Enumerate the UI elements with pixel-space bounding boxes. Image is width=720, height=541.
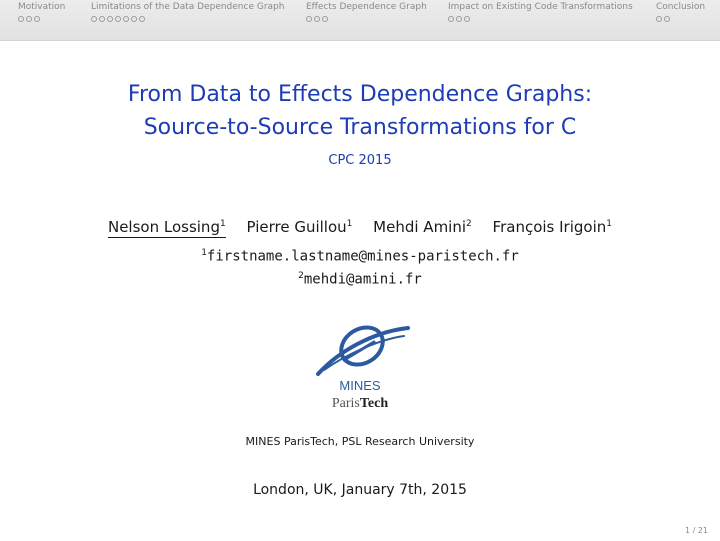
author-name: François Irigoin	[492, 218, 607, 236]
logo-paristech-text	[332, 396, 388, 411]
nav-dot[interactable]	[464, 16, 470, 22]
email-address: mehdi@amini.fr	[303, 271, 422, 288]
author-name: Nelson Lossing	[107, 218, 220, 236]
author-name: Pierre Guillou	[246, 218, 347, 236]
nav-section-label: Conclusion	[656, 2, 706, 12]
nav-dot[interactable]	[456, 16, 462, 22]
author-affil-mark: 1	[346, 219, 353, 229]
author	[246, 218, 352, 236]
author	[493, 218, 612, 236]
nav-section-label: Motivation	[18, 2, 66, 12]
nav-dot[interactable]	[34, 16, 40, 22]
author-list	[0, 218, 720, 238]
mines-paristech-logo	[300, 318, 420, 416]
nav-dot[interactable]	[115, 16, 121, 22]
nav-progress-dots[interactable]	[18, 16, 65, 23]
navigation-bar	[0, 0, 720, 41]
email-line-2	[0, 271, 720, 288]
nav-section-label: Impact on Existing Code Transformations	[448, 2, 633, 12]
mines-swirl-icon	[318, 320, 408, 374]
title-line-2: Source-to-Source Transformations for C	[143, 115, 577, 140]
author-name: Mehdi Amini	[373, 218, 467, 236]
nav-dot[interactable]	[656, 16, 662, 22]
nav-progress-dots[interactable]	[656, 16, 705, 23]
affiliation: MINES ParisTech, PSL Research University	[245, 435, 475, 448]
logo-tech-text: Tech	[359, 396, 389, 411]
nav-progress-dots[interactable]	[448, 16, 633, 23]
nav-dot[interactable]	[131, 16, 137, 22]
email-address: firstname.lastname@mines-paristech.fr	[206, 248, 519, 265]
nav-section-impact[interactable]	[448, 2, 633, 23]
author-presenter	[108, 218, 226, 238]
email-affil-mark: 2	[298, 271, 304, 281]
logo-mines-text: MINES	[339, 378, 381, 393]
author-affil-mark: 1	[606, 219, 612, 229]
nav-section-motivation[interactable]	[18, 2, 65, 23]
author-affil-mark: 1	[219, 219, 226, 229]
title-line-1: From Data to Effects Dependence Graphs:	[127, 82, 593, 107]
author-affil-mark: 2	[466, 219, 472, 229]
nav-section-label: Effects Dependence Graph	[306, 2, 427, 12]
nav-section-limitations[interactable]	[91, 2, 284, 23]
nav-dot[interactable]	[314, 16, 320, 22]
nav-dot[interactable]	[306, 16, 312, 22]
nav-dot[interactable]	[91, 16, 97, 22]
nav-section-effects-graph[interactable]	[306, 2, 427, 23]
conference-label: CPC 2015	[328, 153, 392, 168]
nav-dot[interactable]	[107, 16, 113, 22]
nav-dot[interactable]	[123, 16, 129, 22]
nav-dot[interactable]	[99, 16, 105, 22]
nav-progress-dots[interactable]	[306, 16, 427, 23]
email-affil-mark: 1	[201, 248, 207, 258]
logo-paris-text: Paris	[331, 396, 360, 411]
nav-progress-dots[interactable]	[91, 16, 284, 23]
nav-dot[interactable]	[322, 16, 328, 22]
page-number: 1 / 21	[684, 526, 708, 535]
nav-dot[interactable]	[139, 16, 145, 22]
place-date: London, UK, January 7th, 2015	[253, 482, 467, 498]
nav-section-conclusion[interactable]	[656, 2, 705, 23]
nav-section-label: Limitations of the Data Dependence Graph	[91, 2, 285, 12]
email-line-1	[0, 248, 720, 265]
nav-dot[interactable]	[664, 16, 670, 22]
nav-dot[interactable]	[26, 16, 32, 22]
nav-dot[interactable]	[18, 16, 24, 22]
author	[373, 218, 472, 236]
nav-dot[interactable]	[448, 16, 454, 22]
